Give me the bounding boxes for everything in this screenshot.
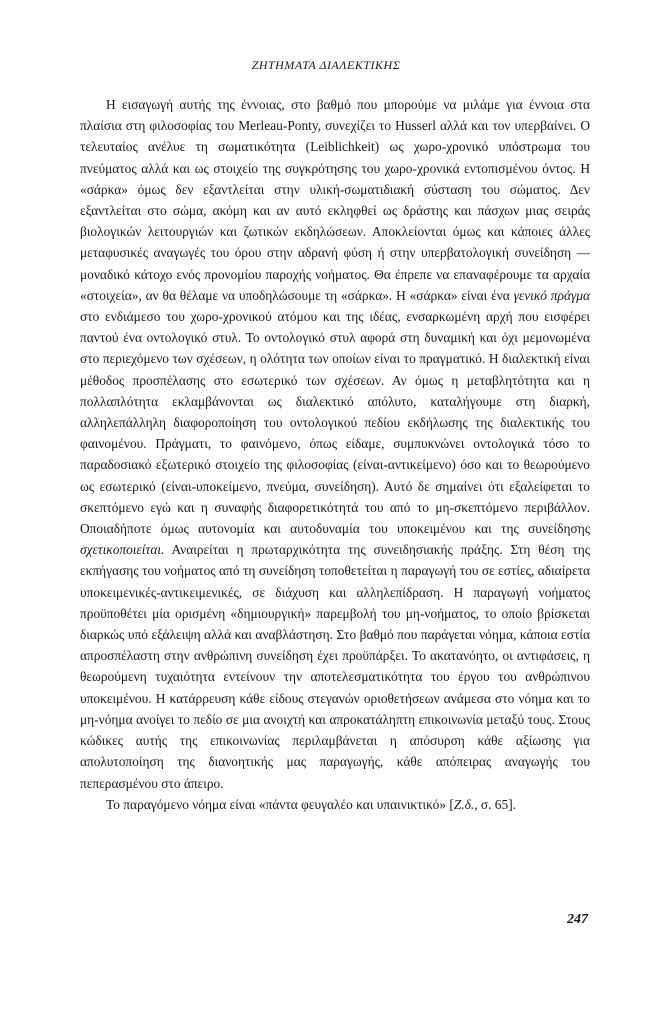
text-segment: Το παραγόμενο νόημα είναι «πάντα φευγαλέο και υπαινικτικό» [ bbox=[106, 796, 454, 812]
text-segment: Αναιρείται η πρωταρχικότητα της συνειδησιακής πράξης. Στη θέση της εκπήγασης του νοήματος από τη συνείδηση τοποθετείται η παραγωγή του σε εστίες, αδιαίρετα υποκειμενικές-αντικειμενικές, σε διάχυση και αλληλεπίδραση. Η παραγωγή νοήματος προϋποθέτει μία ορισμένη «δημιουργική» παρεμβολή του μη-νοήματος, το οποίο βρίσκεται διαρκώς υπό εξάλειψη αλλά και αναβλάστηση. Στο βαθμό που παράγεται νόημα, κάποια εστία απροσπέλαστη στην ανθρώπινη συνείδηση έχει προϋπάρξει. Το ακατανόητο, οι αντιφάσεις, η θεωρούμενη τυχαιότητα εντείνουν την αποτελεσματικότητα του έργου του ανθρώπινου υποκειμένου. Η κατάρρευση κάθε είδους στεγανών οριοθετήσεων ανάμεσα στο νόημα και το μη-νόημα ανοίγει το πεδίο σε μια ανοιχτή και απροκατάληπτη επικοινωνία μεταξύ τους. Στους κώδικες αυτής της επικοινωνίας περιλαμβάνεται η απόσυρση κάθε αξίωσης για απολυτοποίηση της διανοητικής μας παραγωγής, κάθε απόπειρας αναγωγής του πεπερασμένου στο άπειρο. bbox=[80, 542, 590, 791]
italic-segment: γενικό πράγμα bbox=[513, 287, 590, 303]
paragraph-1 bbox=[80, 94, 590, 794]
text-segment: στο ενδιάμεσο του χωρο-χρονικού ατόμου και της ιδέας, ενσαρκωμένη αρχή που εισφέρει παντού ένα οντολογικό στυλ. Το οντολογικό στυλ αφορά στη δυναμική και όχι μεμονωμένα στο περιεχόμενο των σχέσεων, η ολότητα των οποίων είναι το πραγματικό. Η διαλεκτική είναι μέθοδος προσπέλασης στο εσωτερικό των σχέσεων. Αν όμως η μεταβλητότητα και η πολλαπλότητα εκλαμβάνονται ως διαλεκτικό απόλυτο, καταλήγουμε στη διαρκή, αλληλεπάλληλη διαφοροποίηση του οντολογικού πεδίου εκδήλωσης της διαλεκτικής του φαινομένου. Πράγματι, το φαινόμενο, όπως είδαμε, συμπυκνώνει οντολογικά τόσο το παραδοσιακό εξωτερικό στοιχείο της φιλοσοφίας (είναι-αντικείμενο) όσο και το θεωρούμενο ως εσωτερικό (είναι-υποκείμενο, πνεύμα, συνείδηση). Αυτό δε σημαίνει ότι εξαλείφεται το σκεπτόμενο εγώ και η συναφής διαφορετικότητά του από το μη-σκεπτόμενο περιβάλλον. Οποιαδήποτε όμως αυτονομία και αυτοδυναμία του υποκειμένου και της συνείδησης bbox=[80, 309, 590, 537]
body-text bbox=[80, 94, 590, 815]
running-head: ΖΗΤΗΜΑΤΑ ΔΙΑΛΕΚΤΙΚΗΣ bbox=[251, 58, 401, 72]
text-segment: , σ. 65]. bbox=[474, 796, 517, 812]
italic-segment: Ζ.δ. bbox=[453, 796, 475, 812]
page-number: 247 bbox=[567, 912, 588, 927]
text-segment: Η εισαγωγή αυτής της έννοιας, στο βαθμό που μπορούμε να μιλάμε για έννοια στα πλαίσια στη φιλοσοφίας του Merleau-Ponty, συνεχίζει το Husserl αλλά και τον υπερβαίνει. Ο τελευταίος ανέλυε τη σωματικότητα (Leiblichkeit) ως χωρο-χρονικό υπόστρωμα του πνεύματος αλλά και ως στοιχείο της συγκρότησης του χωρο-χρονικά εντοπισμένου όντος. Η «σάρκα» όμως δεν εξαντλείται στην υλική-σωματιδιακή σύσταση του σώματος. Δεν εξαντλείται στο σώμα, ακόμη και αν αυτό εκληφθεί ως δράστης και πάσχων μιας σειράς βιολογικών λειτουργιών και ζωτικών εκδηλώσεων. Αποκλείονται όμως και κάποιες άλλες μεταφυσικές αναγωγές του όρου στην αδρανή φύση ή στην υπερβατολογική συνείδηση —μοναδικό κάτοχο ενός προνομίου παροχής νοήματος. Θα έπρεπε να επαναφέρουμε τα αρχαία «στοιχεία», αν θα θέλαμε να υποδηλώσουμε τη «σάρκα». Η «σάρκα» είναι ένα bbox=[80, 97, 590, 303]
paragraph-2 bbox=[80, 794, 590, 815]
italic-segment: σχετικοποιείται. bbox=[80, 542, 165, 558]
